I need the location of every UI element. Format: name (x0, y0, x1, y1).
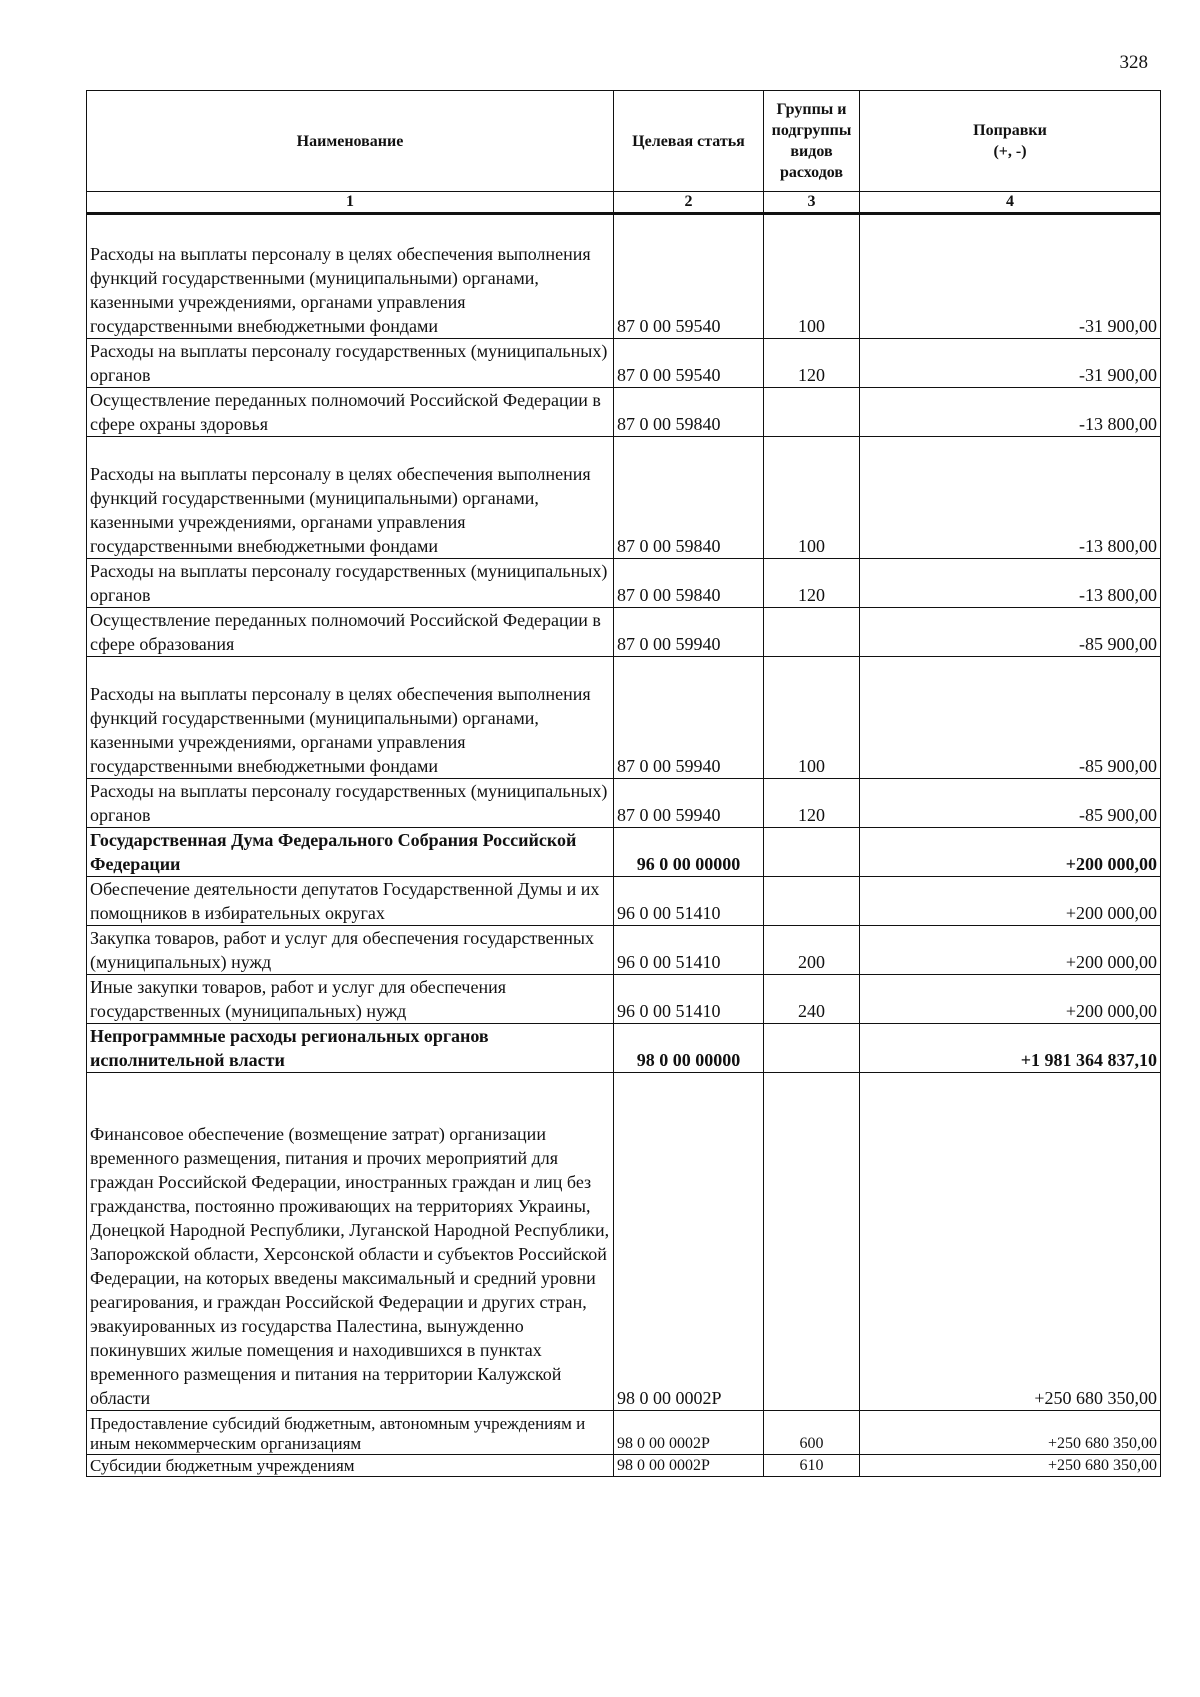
row-amendment: +200 000,00 (860, 828, 1161, 877)
row-amendment: -85 900,00 (860, 657, 1161, 779)
header-target-article: Целевая статья (614, 91, 764, 192)
row-target-article: 98 0 00 00000 (614, 1024, 764, 1073)
row-expense-group: 200 (764, 926, 860, 975)
header-name: Наименование (87, 91, 614, 192)
table-row (87, 1024, 1161, 1073)
header-amendments-title: Поправки (973, 122, 1047, 139)
row-expense-group: 120 (764, 779, 860, 828)
row-amendment: +1 981 364 837,10 (860, 1024, 1161, 1073)
row-name: Расходы на выплаты персоналу государственных (муниципальных) органов (87, 559, 614, 608)
row-name: Обеспечение деятельности депутатов Государственной Думы и их помощников в избирательных округах (87, 877, 614, 926)
row-name: Расходы на выплаты персоналу государственных (муниципальных) органов (87, 779, 614, 828)
row-expense-group (764, 1073, 860, 1411)
table-row (87, 437, 1161, 559)
row-name: Расходы на выплаты персоналу государственных (муниципальных) органов (87, 339, 614, 388)
row-name: Непрограммные расходы региональных органов исполнительной власти (87, 1024, 614, 1073)
row-target-article: 96 0 00 00000 (614, 828, 764, 877)
row-name: Закупка товаров, работ и услуг для обеспечения государственных (муниципальных) нужд (87, 926, 614, 975)
row-target-article: 87 0 00 59940 (614, 608, 764, 657)
column-number: 3 (764, 192, 860, 214)
row-target-article: 87 0 00 59840 (614, 437, 764, 559)
row-name: Иные закупки товаров, работ и услуг для обеспечения государственных (муниципальных) нужд (87, 975, 614, 1024)
row-target-article: 96 0 00 51410 (614, 926, 764, 975)
page-number: 328 (1119, 52, 1148, 73)
row-expense-group: 100 (764, 657, 860, 779)
row-target-article: 98 0 00 0002Р (614, 1073, 764, 1411)
row-expense-group: 240 (764, 975, 860, 1024)
row-amendment: +200 000,00 (860, 877, 1161, 926)
row-amendment: -13 800,00 (860, 388, 1161, 437)
row-expense-group: 100 (764, 437, 860, 559)
row-expense-group: 120 (764, 559, 860, 608)
row-expense-group (764, 1024, 860, 1073)
row-target-article: 87 0 00 59940 (614, 657, 764, 779)
row-amendment: -85 900,00 (860, 608, 1161, 657)
row-target-article: 96 0 00 51410 (614, 975, 764, 1024)
row-name: Расходы на выплаты персоналу в целях обеспечения выполнения функций государственными (муниципальными) органами, казенными учреждениями, органами управления государственными внебюджетными фондами (87, 657, 614, 779)
row-amendment: +250 680 350,00 (860, 1455, 1161, 1477)
row-expense-group: 120 (764, 339, 860, 388)
table-row (87, 1455, 1161, 1477)
table-row (87, 339, 1161, 388)
row-amendment: -31 900,00 (860, 339, 1161, 388)
header-amendments (860, 91, 1161, 192)
row-name: Осуществление переданных полномочий Российской Федерации в сфере охраны здоровья (87, 388, 614, 437)
row-amendment: -13 800,00 (860, 437, 1161, 559)
row-target-article: 87 0 00 59540 (614, 339, 764, 388)
column-numbers-row (87, 192, 1161, 214)
row-amendment: +200 000,00 (860, 926, 1161, 975)
row-target-article: 87 0 00 59540 (614, 214, 764, 339)
row-expense-group: 610 (764, 1455, 860, 1477)
row-amendment: -31 900,00 (860, 214, 1161, 339)
table-row (87, 975, 1161, 1024)
table-row (87, 388, 1161, 437)
row-amendment: +200 000,00 (860, 975, 1161, 1024)
row-expense-group (764, 877, 860, 926)
row-expense-group: 600 (764, 1411, 860, 1455)
table-row (87, 779, 1161, 828)
table-row (87, 214, 1161, 339)
row-target-article: 98 0 00 0002Р (614, 1411, 764, 1455)
table-row (87, 1073, 1161, 1411)
column-number: 4 (860, 192, 1161, 214)
table-row (87, 559, 1161, 608)
row-target-article: 87 0 00 59840 (614, 559, 764, 608)
row-amendment: +250 680 350,00 (860, 1073, 1161, 1411)
row-expense-group (764, 828, 860, 877)
row-expense-group (764, 608, 860, 657)
header-amendments-sign: (+, -) (993, 143, 1027, 160)
table-row (87, 1411, 1161, 1455)
row-target-article: 87 0 00 59840 (614, 388, 764, 437)
row-name: Расходы на выплаты персоналу в целях обеспечения выполнения функций государственными (муниципальными) органами, казенными учреждениями, органами управления государственными внебюджетными фондами (87, 437, 614, 559)
row-target-article: 96 0 00 51410 (614, 877, 764, 926)
row-name: Субсидии бюджетным учреждениям (87, 1455, 614, 1477)
row-name: Финансовое обеспечение (возмещение затрат) организации временного размещения, питания и прочих мероприятий для граждан Российской Федерации, иностранных граждан и лиц без гражданства, постоянно проживающих на территориях Украины, Донецкой Народной Республики, Луганской Народной Республики, Запорожской области, Херсонской области и субъектов Российской Федерации, на которых введены максимальный и средний уровни реагирования, и граждан Российской Федерации и других стран, эвакуированных из государства Палестина, вынужденно покинувших жилые помещения и находившихся в пунктах временного размещения и питания на территории Калужской области (87, 1073, 614, 1411)
row-name: Осуществление переданных полномочий Российской Федерации в сфере образования (87, 608, 614, 657)
table-row (87, 828, 1161, 877)
row-amendment: +250 680 350,00 (860, 1411, 1161, 1455)
row-name: Предоставление субсидий бюджетным, автономным учреждениям и иным некоммерческим организациям (87, 1411, 614, 1455)
row-expense-group: 100 (764, 214, 860, 339)
table-row (87, 877, 1161, 926)
row-amendment: -13 800,00 (860, 559, 1161, 608)
table-row (87, 926, 1161, 975)
header-expense-groups: Группы и подгруппы видов расходов (764, 91, 860, 192)
column-number: 2 (614, 192, 764, 214)
table-row (87, 657, 1161, 779)
row-amendment: -85 900,00 (860, 779, 1161, 828)
row-name: Расходы на выплаты персоналу в целях обеспечения выполнения функций государственными (муниципальными) органами, казенными учреждениями, органами управления государственными внебюджетными фондами (87, 214, 614, 339)
budget-amendments-table (86, 90, 1161, 1477)
row-name: Государственная Дума Федерального Собрания Российской Федерации (87, 828, 614, 877)
row-target-article: 98 0 00 0002Р (614, 1455, 764, 1477)
table-row (87, 608, 1161, 657)
row-expense-group (764, 388, 860, 437)
column-number: 1 (87, 192, 614, 214)
table-header-row (87, 91, 1161, 192)
row-target-article: 87 0 00 59940 (614, 779, 764, 828)
